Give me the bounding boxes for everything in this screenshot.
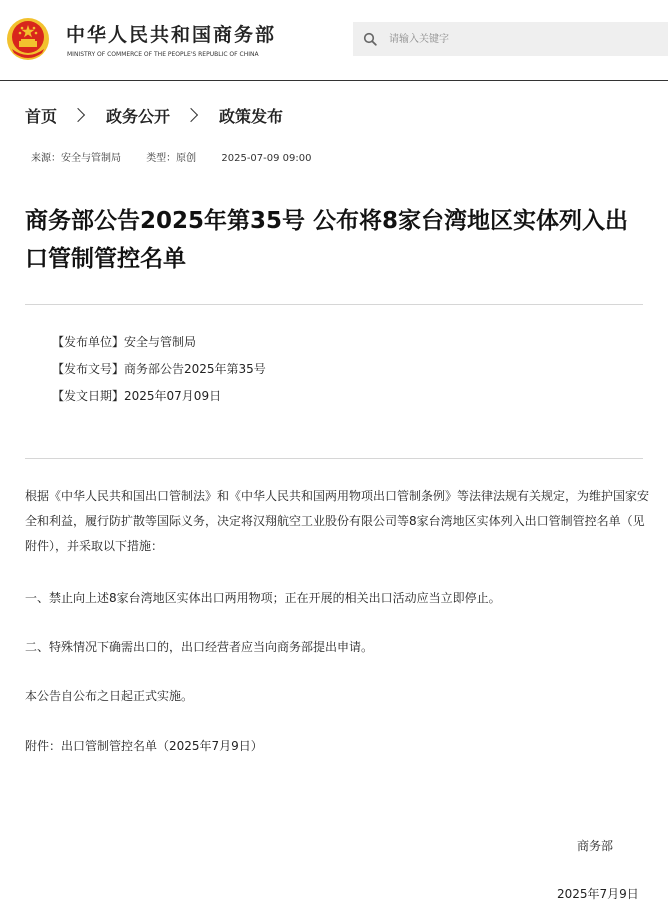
breadcrumb-home[interactable]: 首页	[25, 106, 58, 126]
article-title: 商务部公告2025年第35号 公布将8家台湾地区实体列入出口管制管控名单	[25, 208, 629, 272]
attachment-link[interactable]: 附件：出口管制管控名单（2025年7月9日）	[25, 739, 263, 753]
search-bar	[353, 22, 668, 56]
measure-1: 一、禁止向上述8家台湾地区实体出口两用物项；正在开展的相关出口活动应当立即停止。	[25, 591, 501, 605]
measure-2: 二、特殊情况下确需出口的，出口经营者应当向商务部提出申请。	[25, 640, 374, 654]
signature-date: 2025年7月9日	[557, 887, 639, 901]
site-name[interactable]: 中华人民共和国商务部	[66, 24, 277, 46]
effective-notice: 本公告自公布之日起正式实施。	[25, 689, 194, 703]
signature-org: 商务部	[577, 839, 614, 853]
breadcrumb	[25, 104, 283, 126]
breadcrumb-policy-release[interactable]: 政策发布	[219, 106, 284, 126]
site-header	[0, 0, 668, 81]
info-doc-number: 【发布文号】商务部公告2025年第35号	[52, 362, 266, 376]
meta-datetime: 2025-07-09 09:00	[221, 153, 312, 164]
divider	[25, 304, 643, 305]
breadcrumb-gov-affairs[interactable]: 政务公开	[106, 106, 171, 126]
national-emblem-icon[interactable]	[6, 17, 50, 61]
chevron-right-icon	[184, 108, 198, 122]
article-meta	[31, 149, 334, 164]
meta-type: 类型：原创	[146, 153, 197, 164]
chevron-right-icon	[71, 108, 85, 122]
info-publisher: 【发布单位】安全与管制局	[52, 335, 197, 349]
divider	[25, 458, 643, 459]
search-input[interactable]	[389, 22, 659, 56]
meta-source: 来源：安全与管制局	[31, 153, 121, 164]
info-issue-date: 【发文日期】2025年07月09日	[52, 389, 222, 403]
site-name-english: MINISTRY OF COMMERCE OF THE PEOPLE'S REPUBLIC OF CHINA	[67, 51, 259, 58]
search-icon[interactable]	[363, 32, 377, 46]
body-paragraph: 根据《中华人民共和国出口管制法》和《中华人民共和国两用物项出口管制条例》等法律法规有关规定，为维护国家安全和利益，履行防扩散等国际义务，决定将汉翔航空工业股份有限公司等8家台湾地区实体列入出口管制管控名单（见附件），并采取以下措施：	[25, 489, 650, 553]
